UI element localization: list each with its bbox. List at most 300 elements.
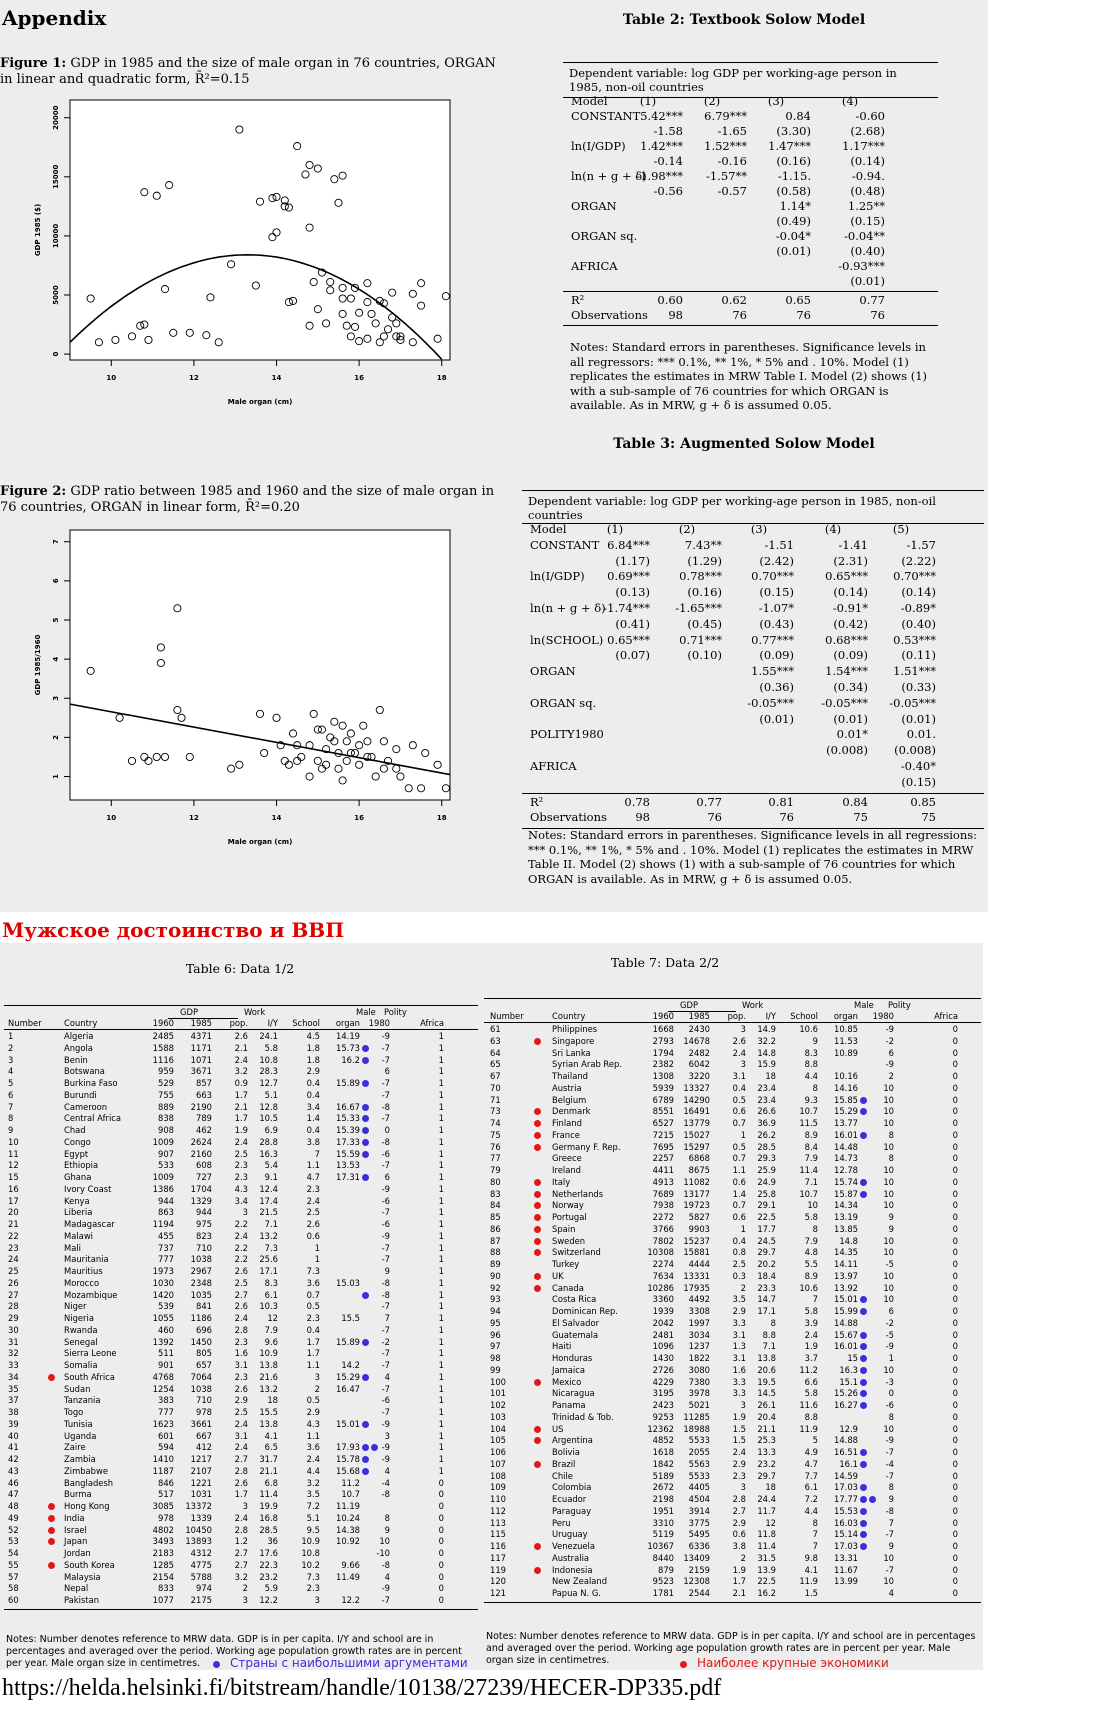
data-cell: 21.5	[259, 1207, 278, 1218]
cell: 98	[635, 810, 650, 825]
data-cell: 28.5	[259, 1524, 278, 1535]
data-cell: 31.5	[757, 1552, 776, 1563]
appendix-title: Appendix	[2, 6, 107, 30]
data-row	[4, 1466, 478, 1477]
header-col: (3)	[767, 94, 785, 108]
data-row	[484, 1071, 981, 1082]
data-cell: 0	[952, 1118, 958, 1128]
data-cell: 9	[8, 1125, 14, 1135]
data-cell: 6.6	[804, 1376, 818, 1387]
data-cell: 15.5	[341, 1313, 360, 1323]
data-cell: 0	[952, 1294, 958, 1305]
data-cell: Peru	[552, 1517, 571, 1528]
table-row	[563, 154, 938, 169]
data-cell: Papua N. G.	[552, 1588, 601, 1598]
data-cell: 13.92	[834, 1282, 858, 1293]
data-cell: 36	[267, 1536, 278, 1547]
cell: -0.94.	[851, 169, 885, 183]
data-cell: 7	[888, 1517, 894, 1528]
data-cell: 663	[196, 1089, 212, 1100]
data-row	[484, 1271, 981, 1282]
data-cell: Mexico	[552, 1376, 582, 1387]
data-cell: 22.3	[259, 1559, 278, 1570]
data-cell: 1.5	[804, 1588, 818, 1598]
data-cell: Uruguay	[552, 1529, 588, 1540]
data-cell: Senegal	[64, 1336, 98, 1347]
cell: -0.05***	[821, 695, 868, 710]
data-cell: 4.1	[804, 1564, 818, 1575]
data-cell: 7.1	[804, 1176, 818, 1187]
data-cell: 10.16	[834, 1071, 858, 1081]
data-cell: 2.3	[306, 1183, 320, 1194]
data-cell: 3	[242, 1595, 248, 1605]
group-header: Work	[742, 1000, 764, 1010]
data-row	[484, 1576, 981, 1587]
data-cell: 13.53	[336, 1160, 360, 1171]
data-cell: 0	[952, 1564, 958, 1575]
data-cell: 27	[8, 1289, 19, 1300]
data-cell: 4371	[190, 1031, 212, 1041]
data-cell: 5.8	[264, 1042, 278, 1053]
data-cell: 1	[740, 1129, 746, 1140]
cell: 0.85	[910, 794, 936, 809]
data-cell: 71	[490, 1094, 501, 1105]
data-cell: 978	[158, 1512, 174, 1523]
data-cell: 2.4	[234, 1442, 248, 1453]
data-cell: Haiti	[552, 1341, 572, 1352]
data-cell: 5.4	[264, 1160, 278, 1171]
data-cell: 116	[490, 1541, 506, 1551]
data-row	[4, 1419, 478, 1430]
data-cell: 32	[8, 1348, 19, 1359]
data-cell: 455	[158, 1230, 174, 1241]
data-cell: 777	[158, 1254, 174, 1265]
data-cell: 777	[158, 1407, 174, 1417]
data-cell: 5939	[652, 1082, 674, 1093]
y-tick-label: 15000	[52, 164, 60, 189]
data-cell: 8.8	[804, 1059, 818, 1070]
data-cell: 1623	[152, 1418, 174, 1429]
largest-economy-marker	[48, 1527, 55, 1534]
data-cell: 0.7	[732, 1153, 746, 1164]
cell: 75	[853, 810, 868, 825]
data-cell: 14.9	[757, 1024, 776, 1034]
cell: 0.70***	[751, 569, 794, 584]
data-cell: 5.5	[804, 1259, 818, 1269]
column-header: Country	[552, 1011, 586, 1021]
data-cell: 52	[8, 1524, 19, 1535]
data-cell: 4	[888, 1588, 894, 1598]
data-cell: 710	[196, 1395, 212, 1406]
data-cell: -9	[381, 1454, 390, 1464]
group-header: Male	[854, 1000, 874, 1010]
data-cell: 1171	[190, 1042, 212, 1053]
largest-organ-marker	[860, 1520, 867, 1527]
data-row	[4, 1478, 478, 1489]
data-cell: 1	[438, 1031, 444, 1041]
data-cell: 11.2	[799, 1364, 818, 1375]
data-cell: 0	[952, 1071, 958, 1081]
table-row	[563, 109, 938, 124]
data-cell: Netherlands	[552, 1188, 604, 1199]
figure2-caption-text: GDP ratio between 1985 and 1960 and the size of male organ in 76 countries, ORGAN in linear form, R̄²=0.20	[0, 484, 495, 515]
data-cell: Malaysia	[64, 1571, 101, 1582]
data-cell: 8	[812, 1517, 818, 1528]
table-row	[522, 633, 984, 648]
data-cell: Bangladesh	[64, 1477, 114, 1488]
data-cell: 1.4	[732, 1188, 746, 1199]
data-cell: 55	[8, 1559, 19, 1570]
data-cell: 0	[952, 1094, 958, 1105]
data-cell: Israel	[64, 1524, 87, 1535]
data-cell: 16.01	[834, 1129, 858, 1140]
data-cell: 3	[8, 1054, 14, 1065]
data-cell: 24	[8, 1254, 19, 1265]
table-header-row	[522, 522, 984, 537]
data-cell: 823	[196, 1230, 212, 1241]
table-row	[522, 617, 984, 632]
data-cell: 10.7	[799, 1188, 818, 1199]
data-cell: -2	[885, 1035, 894, 1046]
x-tick-label: 10	[106, 374, 117, 382]
data-cell: 17.31	[336, 1172, 360, 1182]
data-cell: 0	[952, 1505, 958, 1516]
data-cell: Jordan	[64, 1548, 91, 1558]
data-cell: 1392	[152, 1336, 174, 1347]
data-cell: 22.5	[757, 1212, 776, 1222]
data-cell: 2.4	[732, 1447, 746, 1457]
data-cell: -9	[885, 1435, 894, 1446]
cell: (0.14)	[850, 154, 885, 168]
largest-organ-marker	[860, 1132, 867, 1139]
data-cell: 8675	[688, 1165, 710, 1175]
data-cell: 0	[952, 1482, 958, 1493]
data-cell: 846	[158, 1477, 174, 1488]
data-cell: 1	[438, 1125, 444, 1135]
data-cell: 4852	[652, 1435, 674, 1446]
data-cell: 0	[952, 1035, 958, 1046]
data-cell: 2.4	[234, 1313, 248, 1323]
data-cell: 9.3	[804, 1094, 818, 1105]
data-cell: 2107	[190, 1465, 212, 1476]
data-cell: 28.8	[259, 1136, 278, 1147]
header-col: (2)	[703, 94, 721, 108]
data-cell: 14.5	[757, 1388, 776, 1399]
data-cell: 5.8	[804, 1388, 818, 1399]
data-cell: 32.2	[757, 1035, 776, 1046]
data-cell: -7	[885, 1564, 894, 1575]
data-cell: 1035	[190, 1289, 212, 1300]
data-cell: 1	[438, 1230, 444, 1241]
data-cell: 10.3	[259, 1301, 278, 1312]
data-cell: 16.47	[336, 1383, 360, 1394]
data-cell: 9	[384, 1266, 390, 1276]
data-cell: 0	[438, 1489, 444, 1500]
data-cell: 8	[888, 1129, 894, 1140]
data-cell: 1071	[190, 1054, 212, 1065]
largest-economy-marker	[48, 1503, 55, 1510]
cell: -0.56	[653, 184, 683, 198]
data-cell: 12	[8, 1160, 19, 1171]
data-cell: 10286	[647, 1282, 674, 1293]
data-cell: 0	[888, 1388, 894, 1399]
data-cell: -7	[381, 1160, 390, 1171]
data-cell: 2.4	[234, 1230, 248, 1241]
cell: -1.07*	[758, 601, 794, 615]
data-cell: 7	[314, 1148, 320, 1159]
cell: 76	[796, 308, 811, 322]
data-row	[4, 1313, 478, 1324]
data-cell: 2967	[190, 1266, 212, 1276]
cell: 1.14*	[779, 199, 811, 213]
data-cell: Malawi	[64, 1230, 93, 1241]
data-cell: 25	[8, 1266, 19, 1276]
data-cell: -7	[885, 1470, 894, 1481]
data-cell: Honduras	[552, 1353, 593, 1363]
data-row	[484, 1330, 981, 1341]
data-cell: 8.4	[804, 1141, 818, 1152]
data-cell: 1187	[152, 1465, 174, 1476]
data-cell: 0	[952, 1059, 958, 1070]
x-axis-label: Male organ (cm)	[227, 838, 293, 846]
data-cell: 10.9	[301, 1536, 320, 1547]
data-cell: 20.2	[757, 1259, 776, 1269]
data-cell: -6	[381, 1148, 390, 1159]
data-cell: 99	[490, 1364, 501, 1375]
table-row	[563, 274, 938, 289]
header-col: (1)	[639, 94, 657, 108]
data-row	[484, 1083, 981, 1094]
column-header: pop.	[229, 1018, 248, 1028]
data-cell: 5563	[688, 1458, 710, 1469]
data-cell: 11.9	[799, 1423, 818, 1434]
data-cell: Egypt	[64, 1148, 89, 1159]
data-cell: -8	[381, 1136, 390, 1147]
data-cell: 2481	[652, 1329, 674, 1340]
data-cell: -7	[885, 1529, 894, 1540]
data-row	[4, 1525, 478, 1536]
data-cell: 6.1	[264, 1289, 278, 1300]
source-link[interactable]: https://helda.helsinki.fi/bitstream/handle/10138/27239/HECER-DP335.pdf	[2, 1675, 722, 1701]
data-cell: -8	[885, 1505, 894, 1516]
table-row	[563, 184, 938, 199]
row-label: CONSTANT	[571, 109, 641, 123]
table-row	[522, 648, 984, 663]
data-cell: 17.33	[336, 1136, 360, 1147]
data-cell: 1116	[152, 1054, 174, 1065]
data-cell: 2.9	[306, 1407, 320, 1417]
data-cell: 12	[267, 1313, 278, 1323]
data-row	[4, 1536, 478, 1547]
data-cell: 26.2	[757, 1129, 776, 1140]
data-cell: 2382	[652, 1059, 674, 1070]
data-cell: 3	[242, 1501, 248, 1511]
data-cell: 84	[490, 1200, 501, 1211]
data-cell: Bolivia	[552, 1447, 580, 1457]
data-cell: 2793	[652, 1035, 674, 1046]
largest-organ-marker	[362, 1045, 369, 1052]
table2-top-rule	[563, 62, 938, 63]
data-cell: 10.6	[799, 1282, 818, 1293]
data-cell: 10	[883, 1364, 894, 1375]
data-cell: 16.1	[839, 1458, 858, 1469]
data-cell: 0	[952, 1364, 958, 1375]
column-header: 1985	[190, 1018, 212, 1028]
data-row	[4, 1160, 478, 1171]
data-cell: 462	[196, 1125, 212, 1135]
cell: -0.40*	[900, 759, 936, 773]
data-row	[4, 1583, 478, 1594]
data-cell: 25.3	[757, 1435, 776, 1446]
data-cell: 1055	[152, 1313, 174, 1323]
data-cell: 28.5	[757, 1141, 776, 1152]
data-cell: Madagascar	[64, 1219, 115, 1229]
data-cell: 120	[490, 1576, 506, 1587]
table-row	[563, 229, 938, 244]
data-cell: 9.1	[264, 1172, 278, 1182]
data-cell: Dominican Rep.	[552, 1306, 618, 1316]
row-label: ln(n + g + δ)	[530, 601, 606, 615]
data-cell: 1	[438, 1407, 444, 1417]
data-cell: 1.7	[234, 1089, 248, 1100]
table-row	[522, 759, 984, 774]
data-cell: 10.92	[336, 1536, 360, 1547]
y-tick-label: 0	[52, 351, 60, 357]
data-cell: 0	[952, 1188, 958, 1199]
data-cell: 1	[438, 1454, 444, 1464]
data-cell: 0	[952, 1341, 958, 1352]
data-cell: 5.8	[804, 1306, 818, 1316]
data-cell: 1	[438, 1266, 444, 1276]
largest-organ-marker	[362, 1421, 369, 1428]
row-label: ORGAN sq.	[571, 229, 638, 243]
data-cell: 3.1	[234, 1360, 248, 1370]
data-cell: 80	[490, 1176, 501, 1187]
data-cell: 8	[384, 1512, 390, 1523]
row-label: AFRICA	[571, 259, 618, 273]
column-header: School	[292, 1018, 320, 1028]
cell: -0.60	[855, 109, 885, 123]
data-cell: 13.97	[834, 1270, 858, 1281]
data-cell: 6789	[652, 1094, 674, 1105]
data-cell: Hong Kong	[64, 1501, 110, 1511]
y-tick-label: 2	[52, 734, 60, 740]
data-cell: 3085	[152, 1501, 174, 1511]
data-row	[484, 1388, 981, 1399]
data-cell: 3	[384, 1430, 390, 1441]
data-cell: 20.4	[757, 1411, 776, 1422]
data-cell: 12.2	[341, 1595, 360, 1605]
cell: 0.65	[785, 293, 811, 307]
group-header: Work	[244, 1007, 266, 1017]
data-cell: 11.8	[757, 1529, 776, 1540]
data-cell: 63	[490, 1035, 501, 1046]
table-row	[522, 743, 984, 758]
y-axis-label: GDP 1985 ($)	[34, 203, 42, 257]
column-header: organ	[335, 1018, 360, 1028]
cell: (2.42)	[759, 553, 794, 568]
data-cell: 107	[490, 1458, 506, 1469]
data-cell: 10	[883, 1576, 894, 1587]
data-cell: 3034	[688, 1329, 710, 1340]
table-row	[563, 244, 938, 259]
data-cell: 0	[952, 1588, 958, 1598]
data-cell: 3360	[652, 1294, 674, 1305]
data-cell: 1	[438, 1136, 444, 1147]
data-cell: 1031	[190, 1489, 212, 1500]
column-header: School	[790, 1011, 818, 1021]
data-cell: -7	[885, 1447, 894, 1457]
data-cell: 25.9	[757, 1165, 776, 1175]
data-row	[4, 1066, 478, 1077]
data-cell: 2.4	[306, 1195, 320, 1206]
data-cell: 511	[158, 1348, 174, 1359]
data-cell: 15027	[683, 1129, 710, 1140]
data-cell: 15.29	[336, 1371, 360, 1382]
data-table-1-panel	[0, 943, 480, 1670]
data-cell: 3775	[688, 1517, 710, 1528]
data-row	[4, 1031, 478, 1042]
data-row	[484, 1283, 981, 1294]
data-cell: 18	[267, 1395, 278, 1406]
data-cell: 0	[438, 1477, 444, 1488]
data-cell: 19723	[683, 1200, 710, 1211]
data-cell: 8.9	[804, 1129, 818, 1140]
data-cell: 15.87	[834, 1188, 858, 1199]
data-cell: 14.88	[834, 1317, 858, 1328]
data-cell: 14.88	[834, 1435, 858, 1446]
figures-panel	[0, 0, 500, 912]
cell: 75	[921, 810, 936, 825]
data-cell: 12362	[647, 1423, 674, 1434]
data-cell: -9	[885, 1024, 894, 1034]
data-cell: 517	[158, 1489, 174, 1500]
cell: (0.14)	[901, 585, 936, 600]
table-row	[563, 139, 938, 154]
data-cell: 13.3	[757, 1447, 776, 1457]
cell: -0.16	[717, 154, 747, 168]
data-cell: Germany F. Rep.	[552, 1141, 621, 1152]
data-cell: 0	[952, 1329, 958, 1340]
data-cell: 0	[438, 1536, 444, 1547]
data-cell: 14.48	[834, 1141, 858, 1152]
data-cell: 17.6	[259, 1548, 278, 1558]
table-row	[563, 293, 938, 308]
cell: (0.07)	[615, 648, 650, 663]
data-row	[484, 1236, 981, 1247]
data-cell: 0	[438, 1571, 444, 1582]
data-cell: 1	[438, 1219, 444, 1229]
y-tick-label: 7	[52, 539, 60, 545]
largest-economy-marker	[534, 1379, 541, 1386]
data-cell: 26	[8, 1277, 19, 1288]
cell: (0.01)	[759, 711, 794, 726]
data-cell: Ecuador	[552, 1494, 587, 1504]
data-cell: -8	[381, 1489, 390, 1500]
data-cell: 1	[438, 1042, 444, 1053]
data-cell: El Salvador	[552, 1317, 600, 1328]
data-cell: 23.4	[757, 1094, 776, 1105]
cell: (0.008)	[894, 743, 936, 758]
data-cell: New Zealand	[552, 1576, 608, 1587]
data-cell: 10	[883, 1247, 894, 1258]
largest-economy-marker	[534, 1567, 541, 1574]
data-cell: 2.9	[306, 1066, 320, 1077]
data-cell: 31	[8, 1336, 19, 1347]
data-cell: 2.1	[732, 1588, 746, 1598]
data-cell: 1618	[652, 1447, 674, 1457]
data-cell: 5021	[688, 1400, 710, 1410]
